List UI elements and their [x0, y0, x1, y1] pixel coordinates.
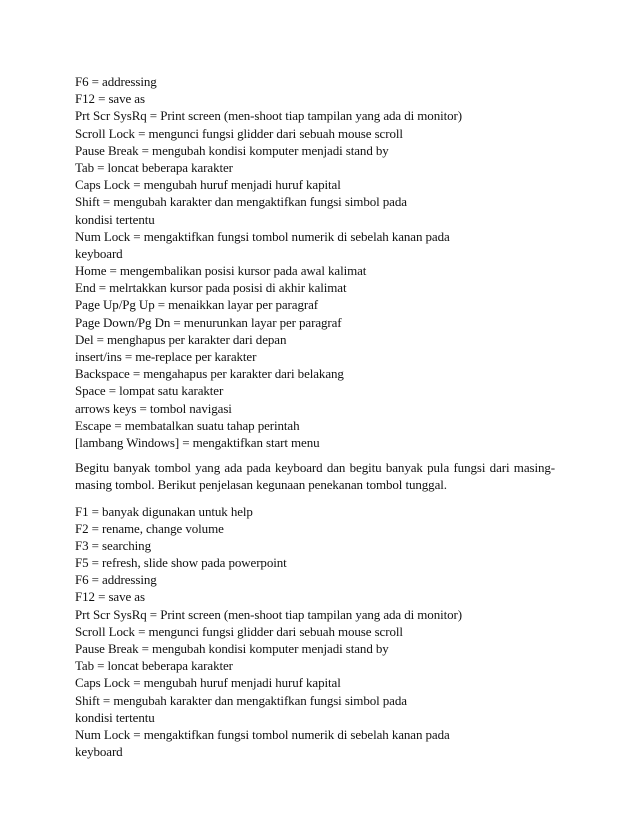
text-line: Escape = membatalkan suatu tahap perintah	[75, 417, 300, 433]
text-line: F6 = addressing	[75, 74, 157, 89]
text-line: Prt Scr SysRq = Print screen (men-shoot tiap tampilan yang ada di monitor)	[75, 108, 462, 124]
text-line: arrows keys = tombol navigasi	[75, 400, 232, 416]
text-line: [lambang Windows] = mengaktifkan start menu	[75, 434, 320, 450]
shortcut-list-1	[75, 73, 555, 451]
text-line: Num Lock = mengaktifkan fungsi tombol numerik di sebelah kanan pada	[75, 228, 450, 244]
paragraph-text: Begitu banyak tombol yang ada pada keyboard dan begitu banyak pula fungsi dari masing-masing tombol. Berikut penjelasan kegunaan penekanan tombol tunggal.	[75, 460, 555, 493]
text-line: Scroll Lock = mengunci fungsi glidder dari sebuah mouse scroll	[75, 623, 403, 639]
text-line: Shift = mengubah karakter dan mengaktifkan fungsi simbol pada	[75, 692, 407, 708]
text-line: Scroll Lock = mengunci fungsi glidder dari sebuah mouse scroll	[75, 125, 403, 141]
document-body	[75, 73, 555, 760]
intro-paragraph	[75, 459, 555, 493]
text-line: keyboard	[75, 245, 123, 261]
text-line: Pause Break = mengubah kondisi komputer menjadi stand by	[75, 641, 389, 657]
text-line: keyboard	[75, 744, 123, 760]
shortcut-list-2	[75, 503, 555, 761]
text-line: F2 = rename, change volume	[75, 520, 224, 536]
text-line: Backspace = mengahapus per karakter dari belakang	[75, 366, 344, 382]
text-line: F1 = banyak digunakan untuk help	[75, 503, 253, 519]
text-line: F12 = save as	[75, 91, 145, 107]
text-line: Caps Lock = mengubah huruf menjadi huruf kapital	[75, 177, 341, 193]
text-line: insert/ins = me-replace per karakter	[75, 349, 257, 364]
text-line: End = melrtakkan kursor pada posisi di akhir kalimat	[75, 280, 347, 296]
text-line: Space = lompat satu karakter	[75, 383, 224, 399]
text-line: kondisi tertentu	[75, 709, 155, 725]
text-line: Num Lock = mengaktifkan fungsi tombol numerik di sebelah kanan pada	[75, 726, 450, 742]
text-line: Prt Scr SysRq = Print screen (men-shoot tiap tampilan yang ada di monitor)	[75, 606, 462, 622]
text-line: kondisi tertentu	[75, 211, 155, 227]
text-line: Caps Lock = mengubah huruf menjadi huruf kapital	[75, 675, 341, 691]
text-line: F6 = addressing	[75, 572, 157, 588]
text-line: Del = menghapus per karakter dari depan	[75, 331, 287, 347]
text-line: Shift = mengubah karakter dan mengaktifkan fungsi simbol pada	[75, 194, 407, 210]
text-line: Tab = loncat beberapa karakter	[75, 658, 233, 674]
text-line: F3 = searching	[75, 537, 151, 553]
text-line: Page Up/Pg Up = menaikkan layar per paragraf	[75, 297, 318, 313]
text-line: Tab = loncat beberapa karakter	[75, 159, 233, 175]
text-line: F5 = refresh, slide show pada powerpoint	[75, 555, 287, 571]
text-line: Home = mengembalikan posisi kursor pada awal kalimat	[75, 263, 367, 279]
text-line: F12 = save as	[75, 589, 145, 605]
text-line: Pause Break = mengubah kondisi komputer menjadi stand by	[75, 142, 389, 158]
text-line: Page Down/Pg Dn = menurunkan layar per paragraf	[75, 314, 342, 330]
